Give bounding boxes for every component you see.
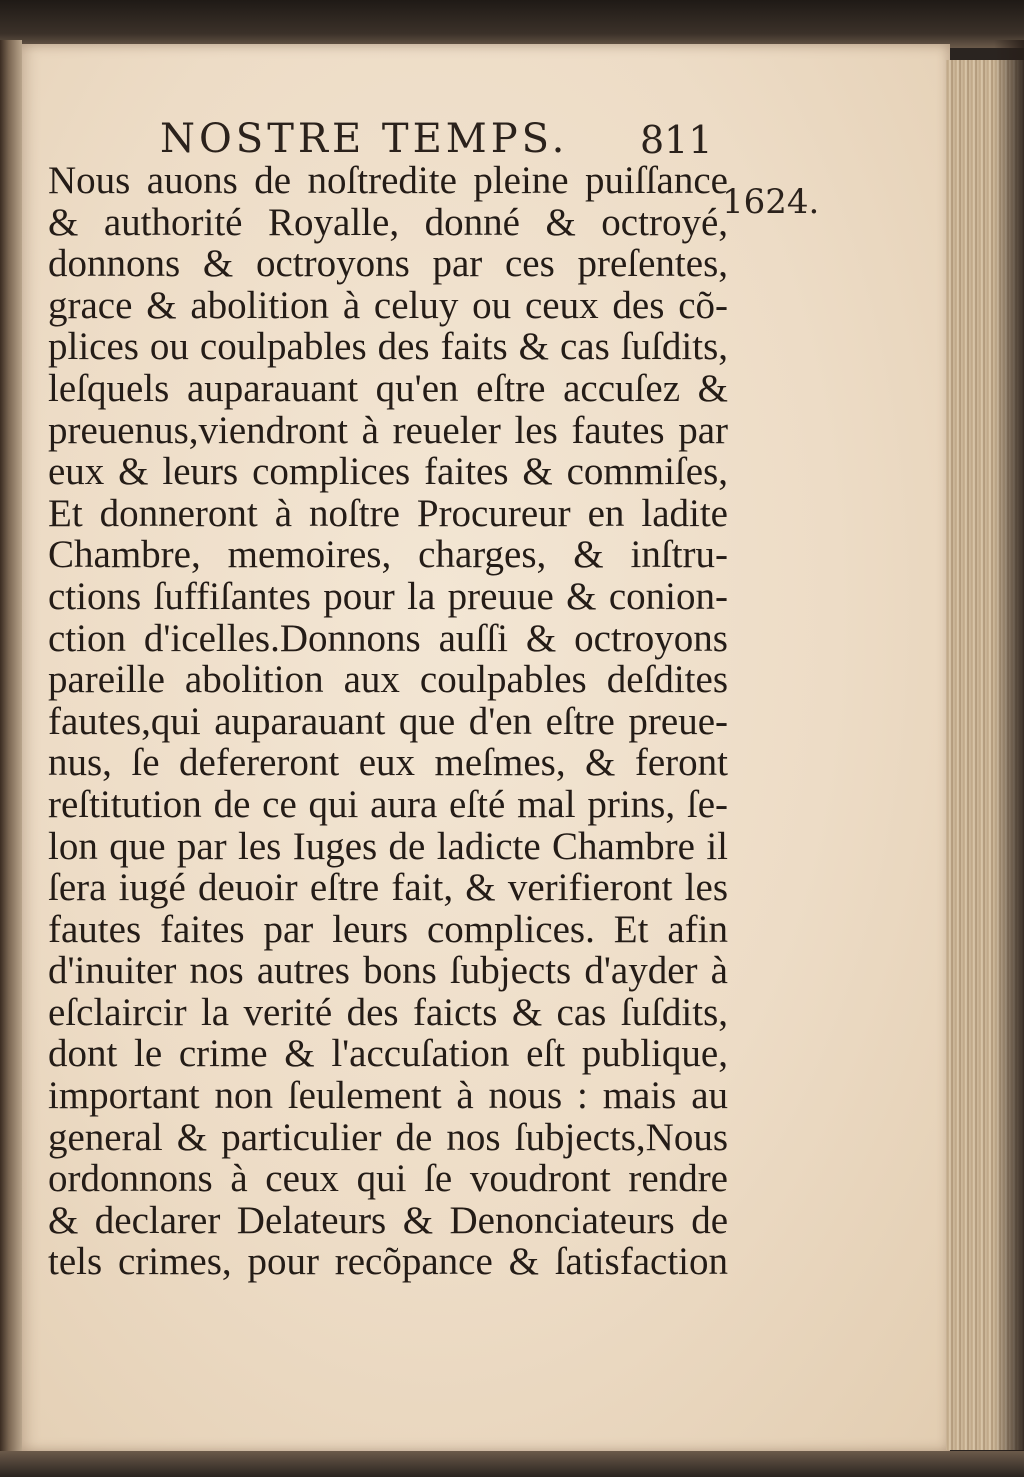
fore-edge-shadow	[994, 40, 1024, 1477]
text-line: Et donneront à noſtre Procureur en ladite	[48, 491, 728, 535]
text-line: eux & leurs complices faites & commiſes,	[48, 450, 728, 494]
text-line: grace & abolition à celuy ou ceux des cõ-	[48, 283, 728, 327]
text-line: ſera iugé deuoir eſtre fait, & verifieront les	[48, 866, 728, 910]
text-line: reſtitution de ce qui aura eſté mal prins, ſe-	[48, 782, 728, 826]
text-line: Chambre, memoires, charges, & inſtru-	[48, 533, 728, 577]
text-line: fautes faites par leurs complices. Et afin	[48, 907, 728, 951]
text-line: d'inuiter nos autres bons ſubjects d'ayder à	[48, 949, 728, 993]
text-line: & declarer Delateurs & Denonciateurs de	[48, 1198, 728, 1242]
text-line: ction d'icelles.Donnons auſſi & octroyons	[48, 616, 728, 660]
text-line: eſclaircir la verité des faicts & cas ſuſdits,	[48, 990, 728, 1034]
page-number: 811	[640, 118, 713, 162]
bottom-shadow-band	[0, 1451, 1024, 1477]
text-line: important non ſeulement à nous : mais au	[48, 1074, 728, 1118]
binding-gutter	[0, 40, 22, 1460]
text-line: lon que par les Iuges de ladicte Chambre il	[48, 824, 728, 868]
text-line: donnons & octroyons par ces preſentes,	[48, 242, 728, 286]
text-line: Nous auons de noſtredite pleine puiſſance	[48, 159, 728, 202]
text-line: fautes,qui auparauant que d'en eſtre preue-	[48, 699, 728, 743]
text-line: tels crimes, pour recõpance & ſatisfaction	[48, 1240, 728, 1284]
body-text	[48, 160, 728, 1283]
text-line: plices ou coulpables des faits & cas ſuſdits,	[48, 325, 728, 369]
text-line: pareille abolition aux coulpables deſdites	[48, 658, 728, 702]
running-title: NOSTRE TEMPS.	[160, 116, 569, 162]
text-line: & authorité Royalle, donné & octroyé,	[48, 200, 728, 244]
margin-note-year: 1624.	[722, 182, 820, 222]
text-line: leſquels auparauant qu'en eſtre accuſez &	[48, 366, 728, 410]
text-line: ordonnons à ceux qui ſe voudront rendre	[48, 1157, 728, 1201]
text-line: general & particulier de nos ſubjects,Nous	[48, 1115, 728, 1159]
text-line: dont le crime & l'accuſation eſt publique,	[48, 1032, 728, 1076]
text-line: nus, ſe defereront eux meſmes, & feront	[48, 741, 728, 785]
text-line: preuenus,viendront à reueler les fautes par	[48, 408, 728, 452]
text-line: ctions ſuffiſantes pour la preuue & conion-	[48, 574, 728, 618]
top-shadow-band	[0, 0, 1024, 48]
